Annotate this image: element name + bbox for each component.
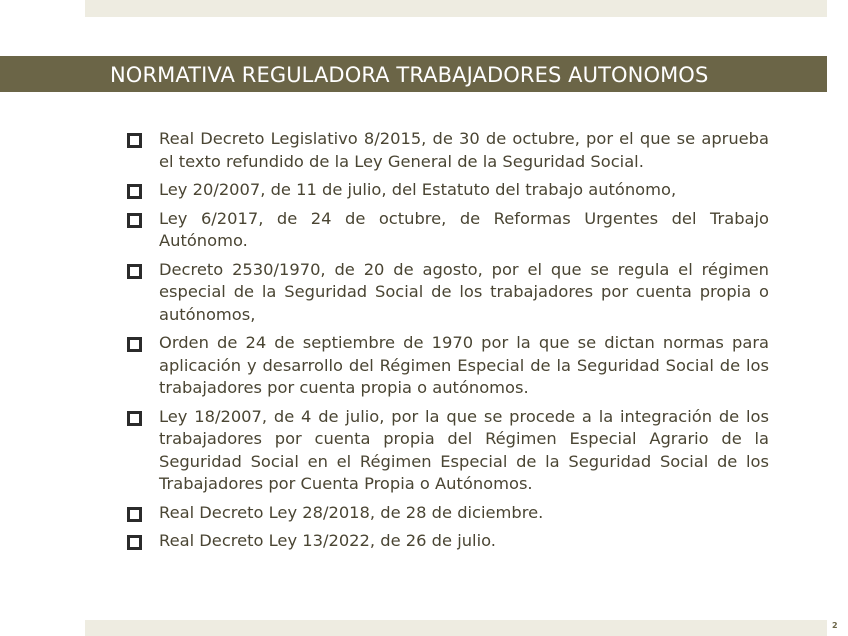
square-bullet-icon <box>127 264 142 279</box>
list-item-text: Real Decreto Ley 28/2018, de 28 de diciembre. <box>159 502 544 522</box>
list-item-text: Real Decreto Ley 13/2022, de 26 de julio. <box>159 531 496 550</box>
list-item <box>127 259 769 327</box>
square-bullet-icon <box>127 184 142 199</box>
list-item-text: Decreto 2530/1970, de 20 de agosto, por el que se regula el régimen especial de la Seguridad Social de los trabajadores por cuenta propia o autónomos, <box>159 259 769 324</box>
list-item <box>127 179 769 202</box>
list-item <box>127 406 769 496</box>
bottom-decorative-bar <box>85 620 827 636</box>
list-item <box>127 128 769 173</box>
square-bullet-icon <box>127 337 142 352</box>
square-bullet-icon <box>127 507 142 522</box>
square-bullet-icon <box>127 133 142 148</box>
list-item <box>127 530 769 553</box>
page-number: 2 <box>832 621 838 630</box>
square-bullet-icon <box>127 213 142 228</box>
list-item <box>127 332 769 400</box>
list-item-text: Real Decreto Legislativo 8/2015, de 30 de octubre, por el que se aprueba el texto refundido de la Ley General de la Seguridad Social. <box>159 129 769 171</box>
list-item <box>127 208 769 253</box>
list-item-text: Ley 20/2007, de 11 de julio, del Estatuto del trabajo autónomo, <box>159 180 677 199</box>
title-bar <box>0 56 827 92</box>
square-bullet-icon <box>127 411 142 426</box>
list-item-text: Ley 6/2017, de 24 de octubre, de Reformas Urgentes del Trabajo Autónomo. <box>159 208 769 250</box>
top-decorative-bar <box>85 0 827 17</box>
slide-title: NORMATIVA REGULADORA TRABAJADORES AUTONOMOS <box>110 63 709 87</box>
list-item-text: Orden de 24 de septiembre de 1970 por la que se dictan normas para aplicación y desarrollo del Régimen Especial de la Seguridad Social de los trabajadores por cuenta propia o autónomos. <box>159 333 769 397</box>
list-item-text: Ley 18/2007, de 4 de julio, por la que se procede a la integración de los trabajadores por cuenta propia del Régimen Especial Agrario de la Seguridad Social en el Régimen Especial de la Seguridad Social de los Trabajadores por Cuenta Propia o Autónomos. <box>159 406 769 493</box>
square-bullet-icon <box>127 535 142 550</box>
regulation-list <box>127 128 769 559</box>
list-item <box>127 502 769 525</box>
